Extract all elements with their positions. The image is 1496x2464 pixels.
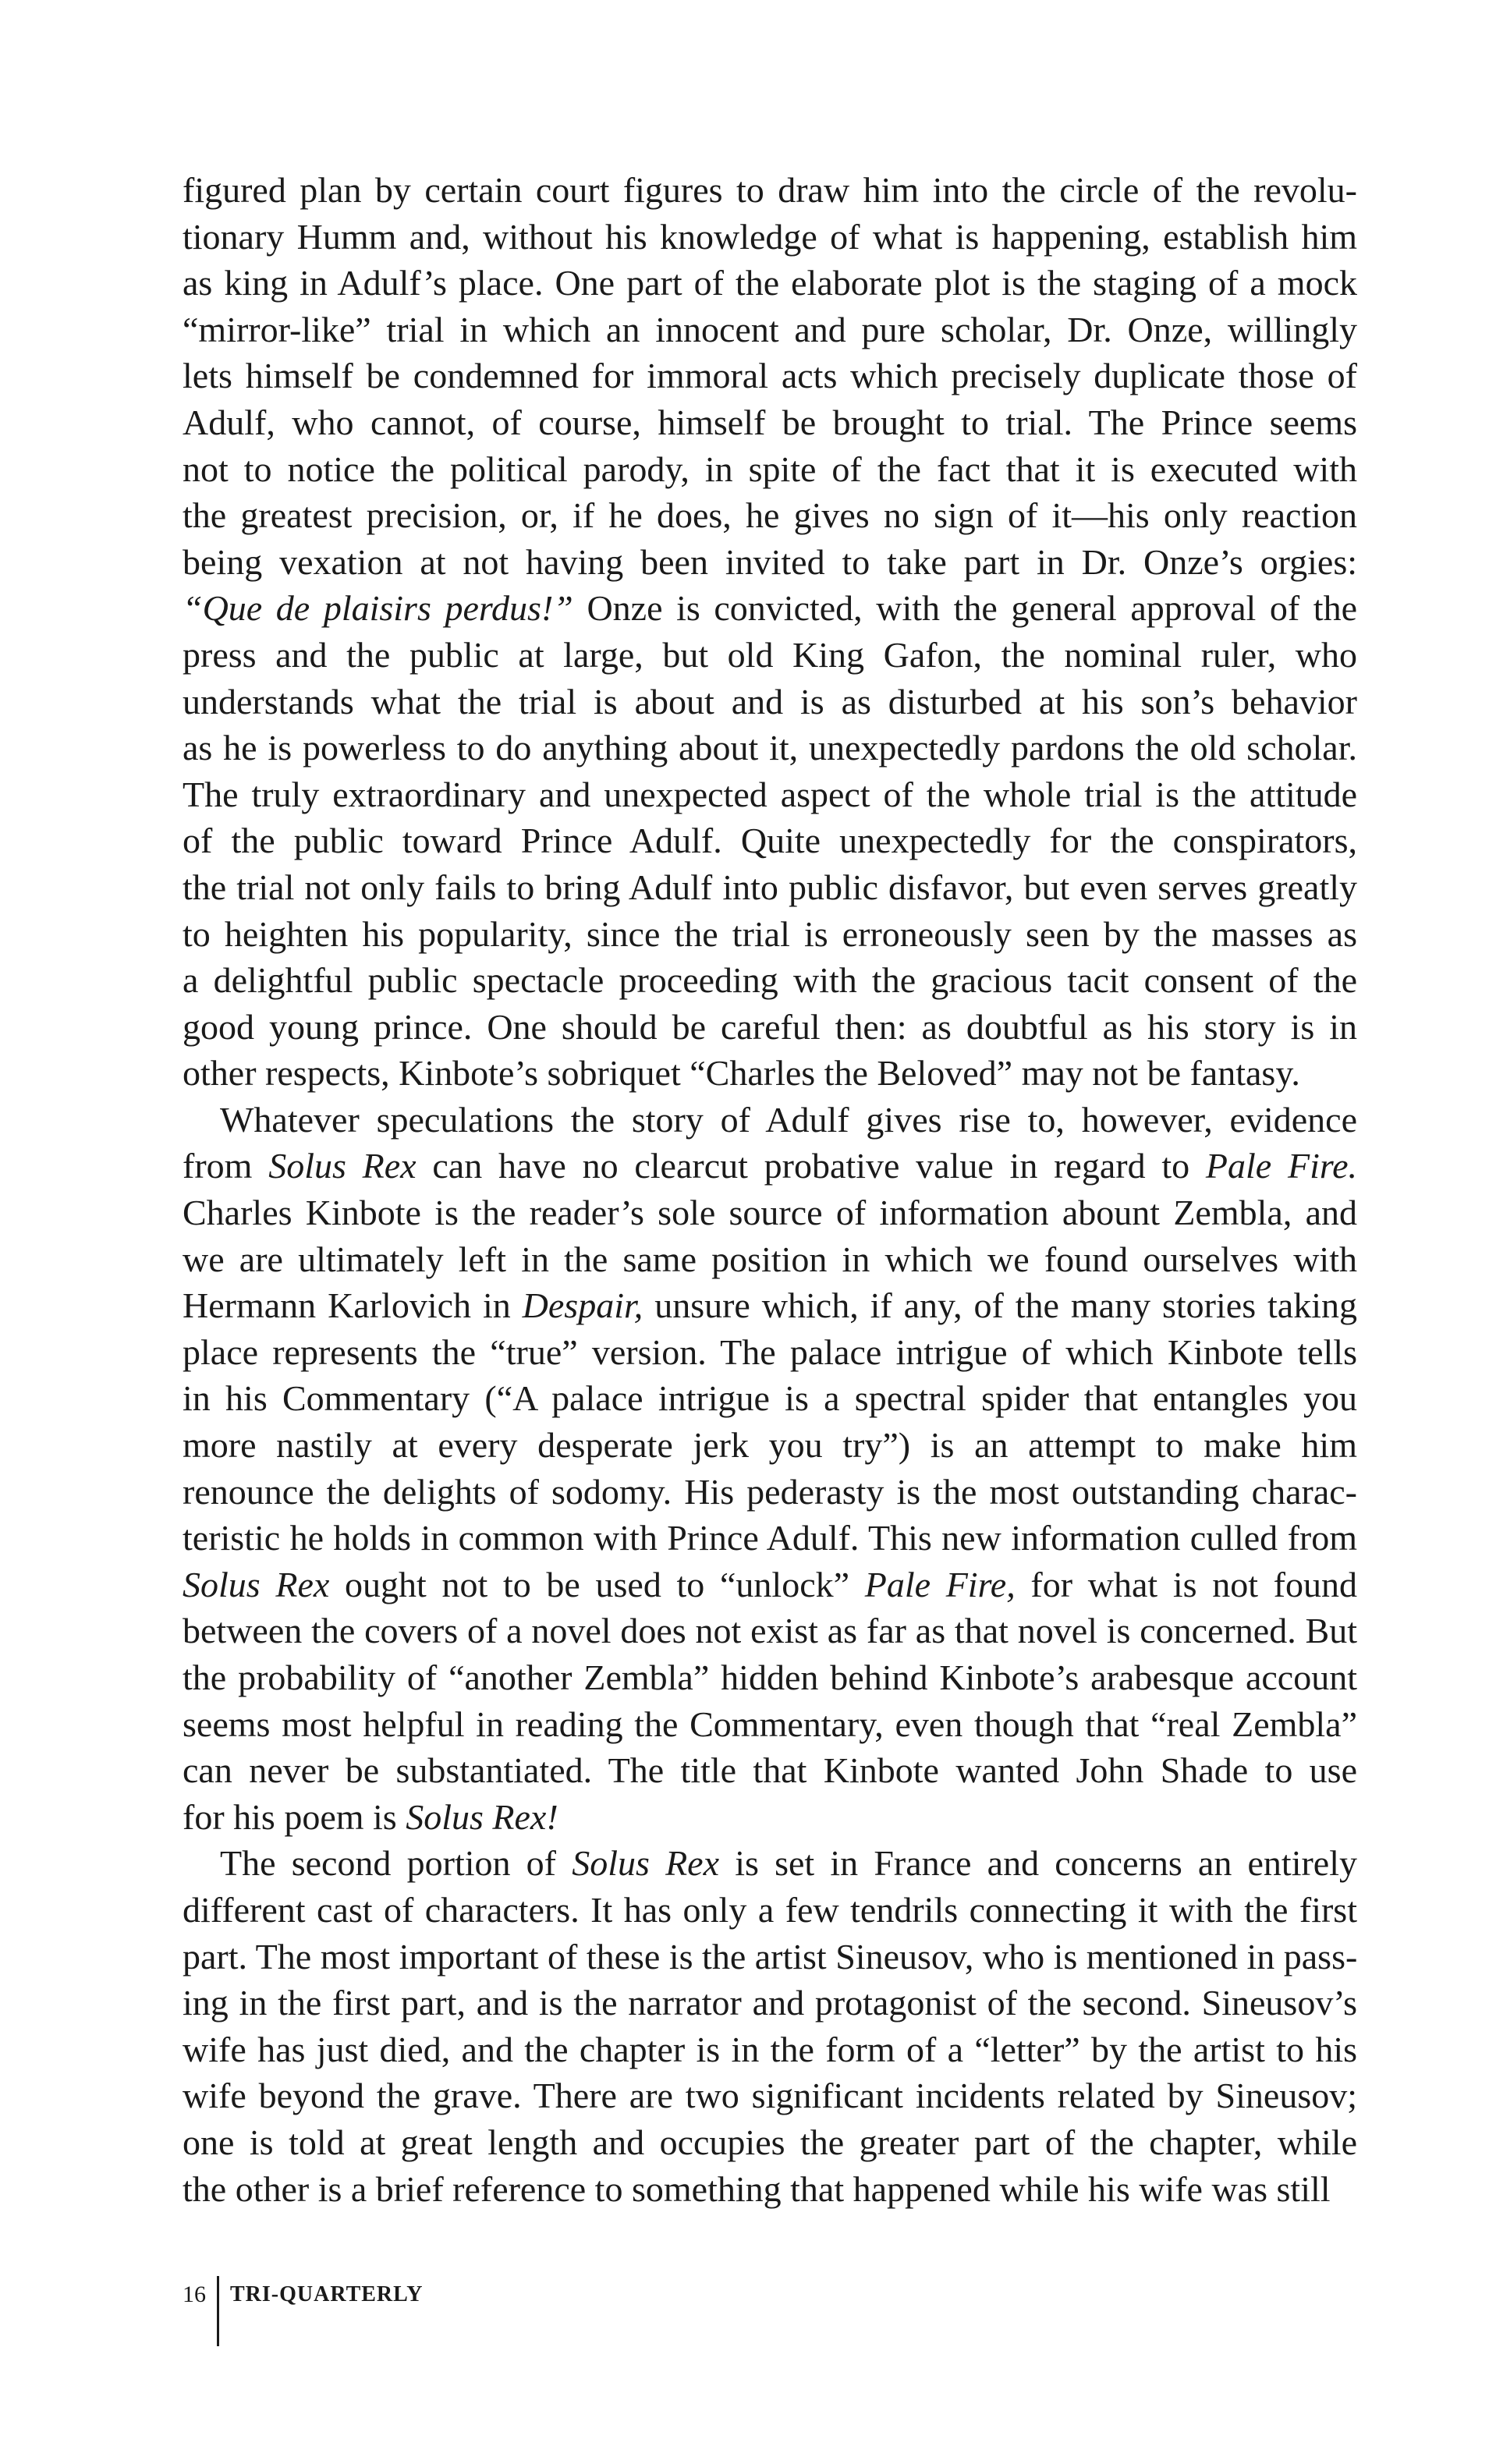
text-line [183, 353, 1357, 399]
text-run: “mirror-like” trial in which an innocent and pure scholar, Dr. Onze, willingly [183, 309, 1357, 349]
text-run: between the covers of a novel does not exist as far as that novel is concerned. But [183, 1611, 1357, 1651]
text-run: one is told at great length and occupies the greater part of the chapter, while [183, 2122, 1357, 2162]
text-line [183, 167, 1357, 214]
text-run: ought not to be used to “unlock” [329, 1564, 865, 1604]
text-run: Adulf, who cannot, of course, himself be brought to trial. The Prince seems [183, 402, 1357, 442]
text-run: of the public toward Prince Adulf. Quite unexpectedly for the conspirators, [183, 821, 1357, 861]
text-run: we are ultimately left in the same position in which we found ourselves with [183, 1239, 1357, 1279]
text-line [183, 957, 1357, 1004]
text-run: part. The most important of these is the artist Sineusov, who is mentioned in pass- [183, 1936, 1358, 1977]
text-line [183, 817, 1357, 864]
text-run: Charles Kinbote is the reader’s sole source of information abount Zembla, and [183, 1193, 1357, 1233]
text-run: unsure which, if any, of the many stories taking [643, 1285, 1357, 1326]
text-line [183, 1980, 1357, 2026]
text-run: ing in the first part, and is the narrator and protagonist of the second. Sineusov’s [183, 1983, 1357, 2023]
text-line [183, 1934, 1357, 1980]
text-line [183, 2072, 1357, 2119]
text-run: the greatest precision, or, if he does, he gives no sign of it—his only reaction [183, 495, 1357, 536]
text-run: more nastily at every desperate jerk you try”) is an attempt to make him [183, 1425, 1357, 1466]
text-run: Whatever speculations the story of Adulf gives rise to, however, evidence [220, 1099, 1357, 1140]
text-line [183, 679, 1357, 725]
text-line [183, 1282, 1357, 1329]
text-line [183, 1794, 1357, 1841]
text-line [183, 1097, 1357, 1143]
italic-text: Solus Rex [572, 1843, 720, 1884]
text-run: good young prince. One should be careful then: as doubtful as his story is in [183, 1006, 1357, 1047]
text-line [183, 307, 1357, 353]
text-line [183, 1143, 1357, 1189]
text-run: not to notice the political parody, in spite of the fact that it is executed with [183, 448, 1357, 489]
text-run: to heighten his popularity, since the trial is erroneously seen by the masses as [183, 913, 1357, 954]
italic-text: Pale Fire. [1205, 1146, 1357, 1186]
text-line [183, 1189, 1357, 1236]
text-run: from [183, 1146, 269, 1186]
text-run: tionary Humm and, without his knowledge of what is happening, establish him [183, 216, 1357, 257]
text-line [183, 1375, 1357, 1422]
italic-text: Solus Rex [183, 1564, 330, 1604]
text-run: the trial not only fails to bring Adulf into public disfavor, but even serves greatly [183, 867, 1357, 907]
text-run: for his poem is [183, 1796, 406, 1837]
text-run: can have no clearcut probative value in regard to [416, 1146, 1206, 1186]
text-line [183, 1422, 1357, 1469]
text-line [183, 725, 1357, 771]
text-run: renounce the delights of sodomy. His pederasty is the most outstanding charac- [183, 1471, 1357, 1512]
running-title: TRI-QUARTERLY [230, 2282, 424, 2306]
footer-divider [217, 2276, 219, 2346]
text-run: seems most helpful in reading the Commentary, even though that “real Zembla” [183, 1704, 1357, 1744]
text-run: Onze is convicted, with the general approval of the [573, 588, 1357, 629]
text-run: The truly extraordinary and unexpected aspect of the whole trial is the attitude [183, 774, 1357, 814]
text-run: Hermann Karlovich in [183, 1285, 523, 1326]
text-line [183, 2119, 1357, 2166]
paragraph [183, 1097, 1357, 1841]
page-footer [183, 2276, 423, 2346]
text-line [183, 2166, 1357, 2213]
text-line [183, 492, 1357, 539]
text-run: the other is a brief reference to something that happened while his wife was still [183, 2168, 1331, 2209]
text-line [183, 632, 1357, 679]
text-line [183, 446, 1357, 493]
italic-text: Pale Fire, [864, 1564, 1016, 1604]
text-line [183, 864, 1357, 911]
text-run: other respects, Kinbote’s sobriquet “Charles the Beloved” may not be fantasy. [183, 1053, 1300, 1094]
text-run: a delightful public spectacle proceeding with the gracious tacit consent of the [183, 960, 1357, 1001]
text-line [183, 1469, 1357, 1516]
italic-text: Solus Rex! [406, 1796, 558, 1837]
text-run: in his Commentary (“A palace intrigue is a spectral spider that entangles you [183, 1378, 1357, 1419]
text-line [183, 1840, 1357, 1887]
page-number: 16 [183, 2281, 206, 2307]
text-run: wife has just died, and the chapter is in the form of a “letter” by the artist to his [183, 2029, 1357, 2069]
text-line [183, 1515, 1357, 1562]
text-line [183, 260, 1357, 307]
text-line [183, 1329, 1357, 1376]
text-line [183, 911, 1357, 958]
text-run: figured plan by certain court figures to draw him into the circle of the revolu- [183, 170, 1357, 210]
text-run: press and the public at large, but old King Gafon, the nominal ruler, who [183, 634, 1357, 675]
text-run: can never be substantiated. The title that Kinbote wanted John Shade to use [183, 1750, 1357, 1791]
italic-text: “Que de plaisirs perdus!” [183, 588, 573, 629]
text-line [183, 539, 1357, 586]
text-line [183, 1747, 1357, 1794]
text-line [183, 1562, 1357, 1608]
text-run: place represents the “true” version. The palace intrigue of which Kinbote tells [183, 1331, 1357, 1372]
text-line [183, 2026, 1357, 2073]
text-line [183, 1654, 1357, 1701]
text-line [183, 771, 1357, 818]
paragraph [183, 167, 1357, 1097]
text-run: wife beyond the grave. There are two significant incidents related by Sineusov; [183, 2076, 1357, 2116]
text-line [183, 1608, 1357, 1654]
text-line [183, 1701, 1357, 1748]
text-line [183, 1887, 1357, 1934]
body-text [183, 167, 1357, 2212]
text-run: The second portion of [220, 1843, 573, 1884]
text-line [183, 214, 1357, 261]
text-run: understands what the trial is about and is as disturbed at his son’s behavior [183, 681, 1357, 721]
text-run: for what is not found [1015, 1564, 1357, 1604]
text-run: as king in Adulf’s place. One part of the elaborate plot is the staging of a mock [183, 263, 1357, 303]
text-run: different cast of characters. It has only a few tendrils connecting it with the first [183, 1889, 1357, 1930]
text-run: is set in France and concerns an entirely [719, 1843, 1358, 1884]
text-run: lets himself be condemned for immoral acts which precisely duplicate those of [183, 356, 1357, 396]
text-line [183, 1236, 1357, 1283]
text-run: teristic he holds in common with Prince Adulf. This new information culled from [183, 1518, 1357, 1558]
text-run: the probability of “another Zembla” hidden behind Kinbote’s arabesque account [183, 1657, 1357, 1697]
text-line [183, 1050, 1357, 1097]
paragraph [183, 1840, 1357, 2212]
text-line [183, 399, 1357, 446]
italic-text: Solus Rex [268, 1146, 417, 1186]
text-line [183, 585, 1357, 632]
italic-text: Despair, [522, 1285, 643, 1326]
text-run: as he is powerless to do anything about it, unexpectedly pardons the old scholar. [183, 728, 1357, 768]
text-run: being vexation at not having been invited to take part in Dr. Onze’s orgies: [183, 541, 1357, 582]
text-line [183, 1004, 1357, 1051]
